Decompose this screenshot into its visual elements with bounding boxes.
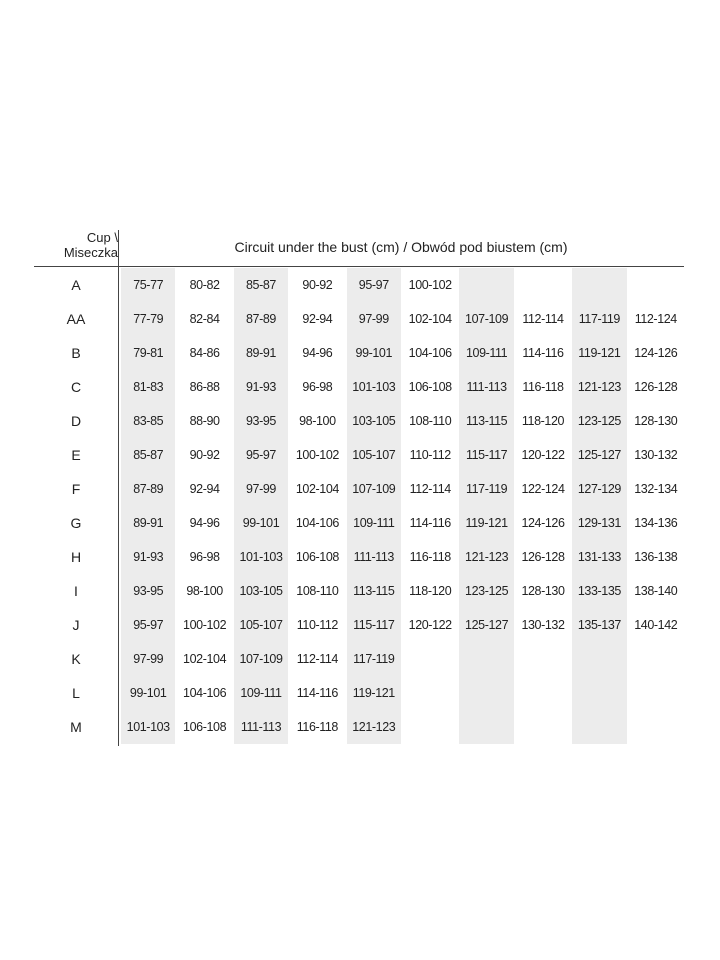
size-cell: 92-94 [302, 312, 333, 326]
size-cell: 122-124 [521, 482, 565, 496]
size-cell: 120-122 [408, 618, 452, 632]
size-cell: 121-123 [577, 380, 621, 394]
size-cell: 96-98 [189, 550, 220, 564]
size-cell: 123-125 [577, 414, 621, 428]
cup-size-label: D [70, 413, 82, 429]
cup-header-line1: Cup \ [86, 230, 118, 245]
size-cell: 103-105 [239, 584, 283, 598]
size-cell: 98-100 [299, 414, 336, 428]
size-cell: 86-88 [189, 380, 220, 394]
size-cell: 113-115 [353, 584, 395, 598]
cup-size-label: A [71, 277, 81, 293]
size-cell: 126-128 [634, 380, 678, 394]
size-cell: 116-118 [522, 380, 564, 394]
size-cell: 95-97 [358, 278, 389, 292]
size-cell: 95-97 [246, 448, 276, 462]
size-cell: 126-128 [521, 550, 565, 564]
size-cell: 107-109 [465, 312, 509, 326]
size-cell: 111-113 [353, 550, 394, 564]
size-cell: 97-99 [358, 312, 389, 326]
size-cell: 116-118 [409, 550, 451, 564]
size-cell: 102-104 [295, 482, 339, 496]
size-cell: 106-108 [408, 380, 452, 394]
cup-size-label: E [71, 447, 81, 463]
size-cell: 124-126 [634, 346, 678, 360]
size-cell: 125-127 [577, 448, 621, 462]
size-cell: 99-101 [355, 346, 393, 360]
size-cell: 104-106 [183, 686, 227, 700]
size-cell: 103-105 [352, 414, 396, 428]
size-cell: 134-136 [634, 516, 678, 530]
size-cell: 118-120 [409, 584, 452, 598]
cup-size-label: M [70, 719, 82, 735]
size-cell: 128-130 [634, 414, 678, 428]
size-cell: 115-117 [465, 448, 508, 462]
size-cell: 87-89 [133, 482, 164, 496]
size-cell: 112-114 [296, 652, 338, 666]
size-cell: 121-123 [352, 720, 396, 734]
size-cell: 123-125 [465, 584, 509, 598]
size-cell: 114-116 [522, 346, 564, 360]
size-cell: 130-132 [521, 618, 565, 632]
size-cell: 97-99 [246, 482, 276, 496]
size-cell: 91-93 [133, 550, 164, 564]
size-cell: 109-111 [465, 346, 508, 360]
size-cell: 135-137 [577, 618, 621, 632]
size-cell: 116-118 [296, 720, 338, 734]
size-cell: 82-84 [189, 312, 220, 326]
size-cell: 102-104 [408, 312, 452, 326]
size-cell: 89-91 [246, 346, 276, 360]
size-cell: 136-138 [634, 550, 678, 564]
size-cell: 110-112 [296, 618, 338, 632]
size-cell: 113-115 [465, 414, 508, 428]
size-cell: 101-103 [239, 550, 283, 564]
size-cell: 125-127 [465, 618, 509, 632]
size-cell: 118-120 [521, 414, 565, 428]
cup-size-label: C [70, 379, 82, 395]
size-cell: 119-121 [465, 516, 508, 530]
size-cell: 77-79 [133, 312, 164, 326]
size-cell: 114-116 [409, 516, 451, 530]
size-cell: 129-131 [577, 516, 621, 530]
size-cell: 95-97 [133, 618, 164, 632]
size-cell: 104-106 [408, 346, 452, 360]
size-cell: 115-117 [353, 618, 395, 632]
cup-size-label: H [70, 549, 82, 565]
size-cell: 94-96 [189, 516, 220, 530]
size-cell: 117-119 [578, 312, 620, 326]
cup-header [34, 230, 118, 266]
size-cell: 111-113 [240, 720, 282, 734]
size-cell: 94-96 [302, 346, 333, 360]
cup-size-label: F [71, 481, 81, 497]
size-cell: 105-107 [352, 448, 396, 462]
size-cell: 138-140 [634, 584, 678, 598]
size-cell: 105-107 [239, 618, 283, 632]
size-cell: 87-89 [246, 312, 276, 326]
cup-size-label: J [72, 617, 80, 633]
size-cell: 107-109 [239, 652, 283, 666]
size-cell: 114-116 [296, 686, 338, 700]
size-cell: 101-103 [126, 720, 170, 734]
size-cell: 128-130 [521, 584, 565, 598]
size-cell: 99-101 [242, 516, 280, 530]
size-cell: 100-102 [183, 618, 227, 632]
size-cell: 81-83 [133, 380, 164, 394]
size-cell: 96-98 [302, 380, 333, 394]
size-cell: 75-77 [133, 278, 164, 292]
size-cell: 119-121 [352, 686, 395, 700]
size-cell: 106-108 [295, 550, 339, 564]
size-cell: 109-111 [353, 516, 395, 530]
size-cell: 80-82 [189, 278, 220, 292]
size-cell: 131-133 [577, 550, 621, 564]
header-divider [34, 266, 684, 267]
size-cell: 93-95 [133, 584, 164, 598]
size-cell: 121-123 [465, 550, 509, 564]
size-cell: 109-111 [240, 686, 282, 700]
size-cell: 119-121 [578, 346, 621, 360]
size-cell: 117-119 [353, 652, 395, 666]
size-cell: 85-87 [133, 448, 164, 462]
size-cell: 85-87 [246, 278, 276, 292]
size-cell: 108-110 [409, 414, 452, 428]
cup-size-label: G [70, 515, 82, 531]
cup-header-line2: Miseczka [63, 245, 118, 260]
size-cell: 88-90 [189, 414, 220, 428]
size-cell: 93-95 [246, 414, 276, 428]
size-cell: 101-103 [352, 380, 396, 394]
size-cell: 117-119 [465, 482, 508, 496]
size-cell: 92-94 [189, 482, 220, 496]
size-cell: 102-104 [183, 652, 227, 666]
size-cell: 130-132 [634, 448, 678, 462]
size-cell: 108-110 [296, 584, 339, 598]
size-cell: 133-135 [577, 584, 621, 598]
cup-size-label: I [74, 583, 78, 599]
size-cell: 84-86 [189, 346, 220, 360]
size-cell: 89-91 [133, 516, 164, 530]
size-cell: 99-101 [129, 686, 167, 700]
size-cell: 91-93 [246, 380, 276, 394]
size-cell: 140-142 [634, 618, 678, 632]
size-cell: 100-102 [295, 448, 339, 462]
size-chart [34, 230, 684, 746]
cup-size-label: B [71, 345, 81, 361]
size-cell: 90-92 [302, 278, 333, 292]
size-cell: 98-100 [186, 584, 223, 598]
size-cell: 90-92 [189, 448, 220, 462]
size-cell: 127-129 [577, 482, 621, 496]
size-cell: 106-108 [183, 720, 227, 734]
size-cell: 111-113 [466, 380, 507, 394]
size-cell: 83-85 [133, 414, 164, 428]
size-cell: 112-114 [409, 482, 451, 496]
cup-size-label: K [71, 651, 81, 667]
circuit-header: Circuit under the bust (cm) / Obwód pod biustem (cm) [234, 239, 568, 255]
size-cell: 112-124 [634, 312, 677, 326]
size-cell: 100-102 [408, 278, 452, 292]
size-cell: 79-81 [133, 346, 164, 360]
cup-size-label: L [72, 685, 80, 701]
size-cell: 107-109 [352, 482, 396, 496]
cup-size-label: AA [66, 311, 86, 327]
size-cell: 104-106 [295, 516, 339, 530]
size-cell: 97-99 [133, 652, 164, 666]
size-cell: 124-126 [521, 516, 565, 530]
vertical-divider [118, 230, 119, 746]
size-cell: 110-112 [409, 448, 451, 462]
size-cell: 112-114 [522, 312, 564, 326]
size-cell: 120-122 [521, 448, 565, 462]
size-cell: 132-134 [634, 482, 678, 496]
